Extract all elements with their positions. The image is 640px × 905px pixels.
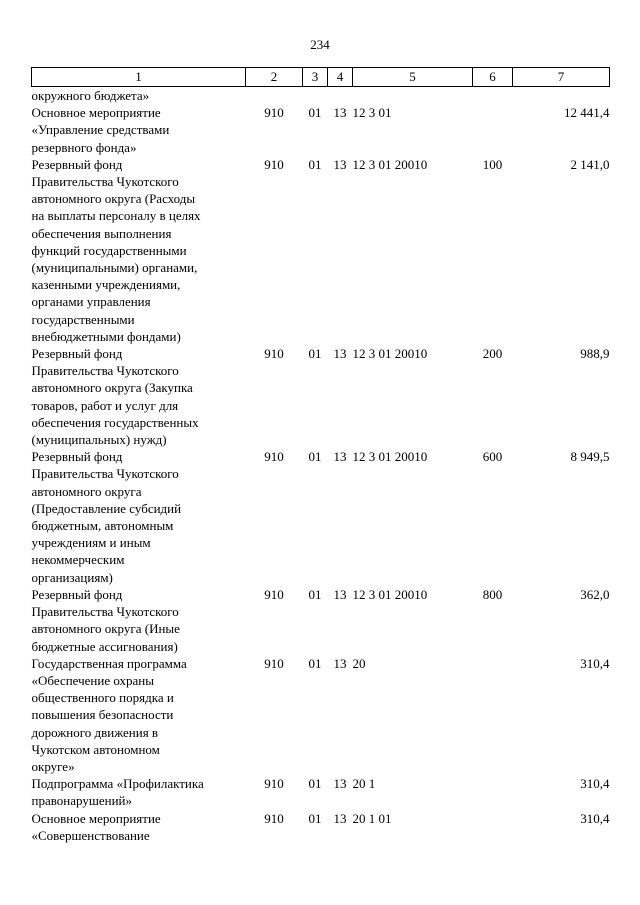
target-article-cell: 12 3 01 (352, 105, 392, 121)
item-name-line: товаров, работ и услуг для (31, 397, 179, 413)
item-name-cell (32, 775, 246, 809)
section-code-cell: 01 (308, 105, 322, 121)
table-row (32, 775, 610, 809)
item-name-line: Резервный фонд (31, 346, 123, 362)
table-row (32, 156, 610, 345)
subsection-code-cell: 13 (333, 156, 347, 172)
admin-code-cell (246, 87, 303, 105)
subsection-code-cell (328, 87, 353, 105)
item-name-cell (32, 655, 246, 775)
item-name-line: Правительства Чукотского (31, 363, 179, 379)
item-name-line: правонарушений» (31, 793, 132, 809)
subsection-code-cell: 13 (333, 105, 347, 121)
admin-code-cell: 910 (264, 586, 284, 602)
sum-cell: 12 441,4 (564, 105, 610, 121)
sum-cell: 310,4 (580, 776, 610, 792)
section-code-cell: 01 (308, 655, 322, 671)
item-name-line: государственными (31, 311, 135, 327)
column-header-7: 7 (513, 68, 610, 87)
target-article-cell: 20 1 (352, 776, 376, 792)
sum-cell: 8 949,5 (570, 449, 610, 465)
item-name-line: автономного округа (31, 483, 142, 499)
subsection-code-cell: 13 (333, 655, 347, 671)
item-name-line: Правительства Чукотского (31, 174, 179, 190)
expense-type-cell: 200 (482, 346, 503, 362)
section-code-cell: 01 (308, 810, 322, 826)
item-name-line: обеспечения государственных (31, 414, 199, 430)
target-article-cell: 12 3 01 20010 (352, 156, 428, 172)
item-name-line: бюджетные ассигнования) (31, 638, 178, 654)
expense-type-cell (473, 87, 513, 105)
column-header-6: 6 (473, 68, 513, 87)
item-name-cell (32, 586, 246, 655)
item-name-line: общественного порядка и (31, 690, 174, 706)
table-row (32, 345, 610, 448)
target-article-cell: 12 3 01 20010 (352, 586, 428, 602)
item-name-cell (32, 345, 246, 448)
table-body (32, 87, 610, 844)
sum-cell: 310,4 (580, 655, 610, 671)
item-name-line: бюджетным, автономным (31, 518, 174, 534)
expense-type-cell (473, 775, 513, 809)
admin-code-cell: 910 (264, 449, 284, 465)
item-name-line: автономного округа (Закупка (31, 380, 193, 396)
expense-type-cell: 800 (482, 586, 503, 602)
sum-cell: 2 141,0 (570, 156, 610, 172)
subsection-code-cell: 13 (333, 810, 347, 826)
admin-code-cell: 910 (264, 655, 284, 671)
item-name-line: «Обеспечение охраны (31, 672, 154, 688)
page-number: 234 (310, 37, 330, 52)
item-name-line: резервного фонда» (31, 139, 137, 155)
admin-code-cell: 910 (264, 776, 284, 792)
target-article-cell: 12 3 01 20010 (352, 449, 428, 465)
subsection-code-cell: 13 (333, 586, 347, 602)
item-name-line: Правительства Чукотского (31, 466, 179, 482)
table-row (32, 655, 610, 775)
sum-cell: 988,9 (580, 346, 610, 362)
item-name-cell (32, 156, 246, 345)
item-name-line: Резервный фонд (31, 449, 123, 465)
admin-code-cell: 910 (264, 105, 284, 121)
section-code-cell: 01 (308, 776, 322, 792)
sum-cell (513, 87, 610, 105)
item-name-cell (32, 87, 246, 105)
subsection-code-cell: 13 (333, 776, 347, 792)
column-header-5: 5 (353, 68, 473, 87)
item-name-line: (муниципальных) нужд) (31, 432, 167, 448)
item-name-cell (32, 810, 246, 844)
section-code-cell: 01 (308, 449, 322, 465)
column-header-1: 1 (32, 68, 246, 87)
section-code-cell: 01 (308, 586, 322, 602)
section-code-cell: 01 (308, 346, 322, 362)
expense-type-cell: 600 (482, 449, 503, 465)
item-name-line: Государственная программа (31, 655, 187, 671)
column-header-4: 4 (328, 68, 353, 87)
column-header-2: 2 (246, 68, 303, 87)
subsection-code-cell: 13 (333, 449, 347, 465)
table-row (32, 810, 610, 844)
admin-code-cell: 910 (264, 810, 284, 826)
sum-cell: 362,0 (580, 586, 610, 602)
expense-type-cell (473, 810, 513, 844)
item-name-line: Подпрограмма «Профилактика (31, 776, 204, 792)
budget-table (31, 67, 610, 844)
target-article-cell: 20 (352, 655, 366, 671)
item-name-line: Чукотском автономном (31, 741, 160, 757)
target-article-cell: 12 3 01 20010 (352, 346, 428, 362)
item-name-line: органами управления (31, 294, 151, 310)
table-row (32, 104, 610, 156)
item-name-line: автономного округа (Иные (31, 621, 180, 637)
item-name-line: (Предоставление субсидий (31, 500, 182, 516)
target-article-cell (353, 87, 473, 105)
item-name-line: на выплаты персоналу в целях (31, 208, 201, 224)
section-code-cell (303, 87, 328, 105)
subsection-code-cell: 13 (333, 346, 347, 362)
target-article-cell: 20 1 01 (352, 810, 392, 826)
item-name-line: внебюджетными фондами) (31, 328, 181, 344)
admin-code-cell: 910 (264, 346, 284, 362)
item-name-line: «Совершенствование (31, 827, 150, 843)
admin-code-cell: 910 (264, 156, 284, 172)
item-name-line: округе» (31, 758, 75, 774)
item-name-cell (32, 104, 246, 156)
column-number-header-row (32, 68, 610, 87)
item-name-line: Резервный фонд (31, 586, 123, 602)
table-row (32, 87, 610, 105)
item-name-line: окружного бюджета» (31, 88, 150, 103)
item-name-line: Основное мероприятие (31, 105, 161, 121)
section-code-cell: 01 (308, 156, 322, 172)
item-name-line: обеспечения выполнения (31, 225, 172, 241)
item-name-line: (муниципальными) органами, (31, 260, 198, 276)
item-name-line: казенными учреждениями, (31, 277, 181, 293)
table-row (32, 448, 610, 586)
column-header-3: 3 (303, 68, 328, 87)
expense-type-cell (473, 655, 513, 775)
expense-type-cell: 100 (482, 156, 503, 172)
item-name-line: организациям) (31, 569, 113, 585)
table-row (32, 586, 610, 655)
item-name-line: повышения безопасности (31, 707, 174, 723)
item-name-line: Резервный фонд (31, 156, 123, 172)
expense-type-cell (473, 104, 513, 156)
item-name-line: «Управление средствами (31, 122, 170, 138)
sum-cell: 310,4 (580, 810, 610, 826)
item-name-line: учреждениям и иным (31, 535, 151, 551)
item-name-line: Основное мероприятие (31, 810, 161, 826)
item-name-line: некоммерческим (31, 552, 125, 568)
item-name-line: автономного округа (Расходы (31, 191, 196, 207)
item-name-line: Правительства Чукотского (31, 604, 179, 620)
item-name-cell (32, 448, 246, 586)
item-name-line: функций государственными (31, 242, 187, 258)
item-name-line: дорожного движения в (31, 724, 159, 740)
